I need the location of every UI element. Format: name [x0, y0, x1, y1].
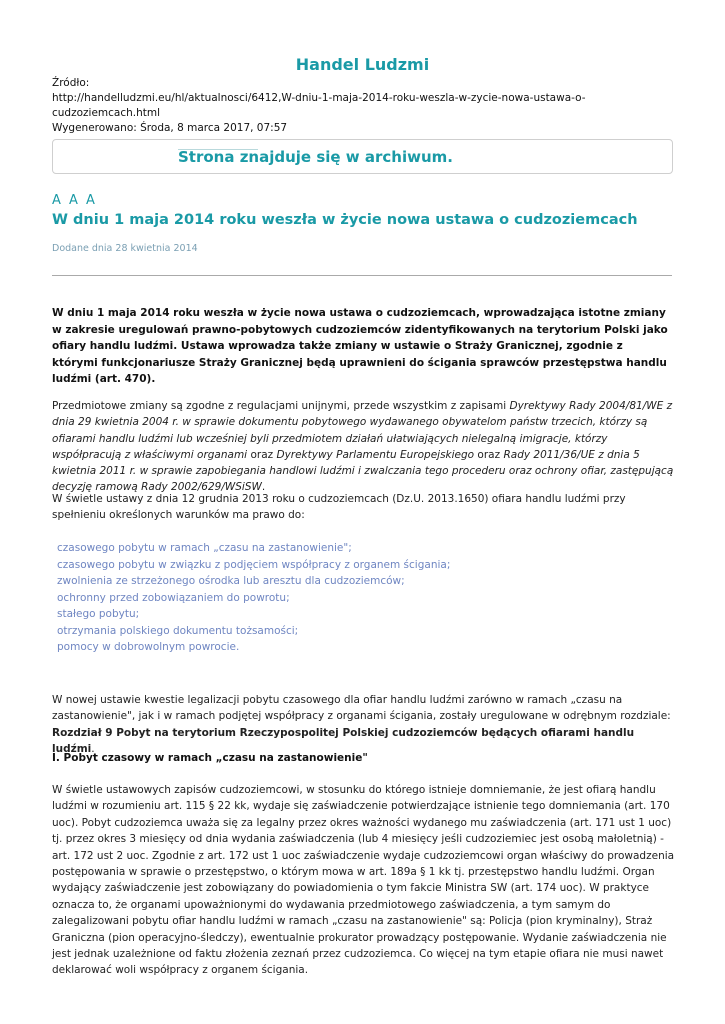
source-label: Źródło:	[52, 77, 90, 89]
paragraph-temporary-stay: W świetle ustawowych zapisów cudzoziemcowi, w stosunku do którego istnieje domniemanie, że jest ofiarą handlu ludźmi w rozumieniu art. 115 § 22 kk, wydaje się zaświadczenie potwierdzające istnienie tego domniemania (art. 170 uoc). Pobyt cudzoziemca uważa się za legalny przez okres ważności wydanego mu zaświadczenia (art. 171 ust 1 uoc) tj. przez okres 3 miesięcy od dnia wydania zaświadczenia (lub 4 miesięcy jeśli cudzoziemiec jest osobą małoletnią) - art. 172 ust 2 uoc. Zgodnie z art. 172 ust 1 uoc zaświadczenie wydaje cudzoziemcowi organ właściwy do prowadzenia postępowania w sprawie o przestępstwo, o którym mowa w art. 189a § 1 kk tj. przestępstwo handlu ludźmi. Organ wydający zaświadczenie jest zobowiązany do powiadomienia o tym fakcie Ministra SW (art. 174 uoc). W praktyce oznacza to, że organami upoważnionymi do wydawania przedmiotowego zaświadczenia, a tym samym do zalegalizowani pobytu ofiar handlu ludźmi w ramach „czasu na zastanowienie" są: Policja (pion kryminalny), Straż Graniczna (pion operacyjno-śledczy), ewentualnie prokurator prowadzący postępowanie. Wydanie zaświadczenia nie jest jednak uzależnione od faktu złożenia zeznań przez cudzoziemca. Co więcej na tym etapie ofiara nie musi nawet deklarować woli współpracy z organem ścigania.	[52, 784, 675, 977]
paragraph-directives: Przedmiotowe zmiany są zgodne z regulacjami unijnymi, przede wszystkim z zapisami Dyrektywy Rady 2004/81/WE z dnia 29 kwietnia 2004 r. w sprawie dokumentu pobytowego wydawanego obywatelom państw trzecich, którzy są ofiarami handlu ludźmi lub wcześniej byli przedmiotem działań ułatwiających nielegalną imigracje, którzy współpracują z właściwymi organami oraz Dyrektywy Parlamentu Europejskiego oraz Rady 2011/36/UE z dnia 5 kwietnia 2011 r. w sprawie zapobiegania handlowi ludźmi i zwalczania tego procederu oraz ochrony ofiar, zastępującą decyzję ramową Rady 2002/629/WSiSW.	[52, 400, 674, 494]
archive-notice: Strona znajduje się w archiwum.	[178, 148, 453, 166]
paragraph-rights: W świetle ustawy z dnia 12 grudnia 2013 roku o cudzoziemcach (Dz.U. 2013.1650) ofiara handlu ludźmi przy spełnieniu określonych warunków ma prawo do:	[52, 493, 626, 522]
paragraph-chapter: W nowej ustawie kwestie legalizacji pobytu czasowego dla ofiar handlu ludźmi zarówno w ramach „czasu na zastanowienie", jak i w ramach podjętej współpracy z organami ścigania, zostały uregulowane w odrębnym rozdziale: Rozdział 9 Pobyt na terytorium Rzeczypospolitej Polskiej cudzoziemców będących ofiarami handlu ludźmi.	[52, 694, 671, 755]
divider	[52, 275, 672, 276]
font-size-controls[interactable]: A A A	[52, 193, 97, 208]
list-item: pomocy w dobrowolnym powrocie.	[57, 641, 240, 653]
list-item: otrzymania polskiego dokumentu tożsamości;	[57, 624, 299, 637]
archive-notice-box	[52, 139, 673, 174]
source-url[interactable]: http://handelludzmi.eu/hl/aktualnosci/6412,W-dniu-1-maja-2014-roku-weszla-w-zycie-nowa-ustawa-o-cudzoziemcach.html	[52, 92, 586, 119]
list-item: czasowego pobytu w ramach „czasu na zastanowienie";	[57, 542, 352, 554]
list-item: czasowego pobytu w związku z podjęciem współpracy z organem ścigania;	[57, 558, 451, 571]
list-item: ochronny przed zobowiązaniem do powrotu;	[57, 591, 290, 604]
list-item: zwolnienia ze strzeżonego ośrodka lub aresztu dla cudzoziemców;	[57, 575, 405, 587]
site-title: Handel Ludzmi	[295, 55, 430, 74]
section-heading: I. Pobyt czasowy w ramach „czasu na zastanowienie"	[52, 752, 368, 764]
document-meta	[52, 76, 692, 136]
article-title: W dniu 1 maja 2014 roku weszła w życie nowa ustawa o cudzoziemcach	[52, 212, 638, 228]
list-item: stałego pobytu;	[57, 608, 140, 620]
article-date: Dodane dnia 28 kwietnia 2014	[52, 243, 198, 254]
article-lead: W dniu 1 maja 2014 roku weszła w życie nowa ustawa o cudzoziemcach, wprowadzająca istotne zmiany w zakresie uregulowań prawno-pobytowych cudzoziemców zidentyfikowanych na terytorium Polski jako ofiary handlu ludźmi. Ustawa wprowadza także zmiany w ustawie o Straży Granicznej, zgodnie z którymi funkcjonariusze Straży Granicznej będą uprawnieni do ścigania sprawców przestępstwa handlu ludźmi (art. 470).	[52, 307, 668, 385]
rights-list	[57, 540, 450, 656]
generated-date: Wygenerowano: Środa, 8 marca 2017, 07:57	[52, 122, 288, 134]
